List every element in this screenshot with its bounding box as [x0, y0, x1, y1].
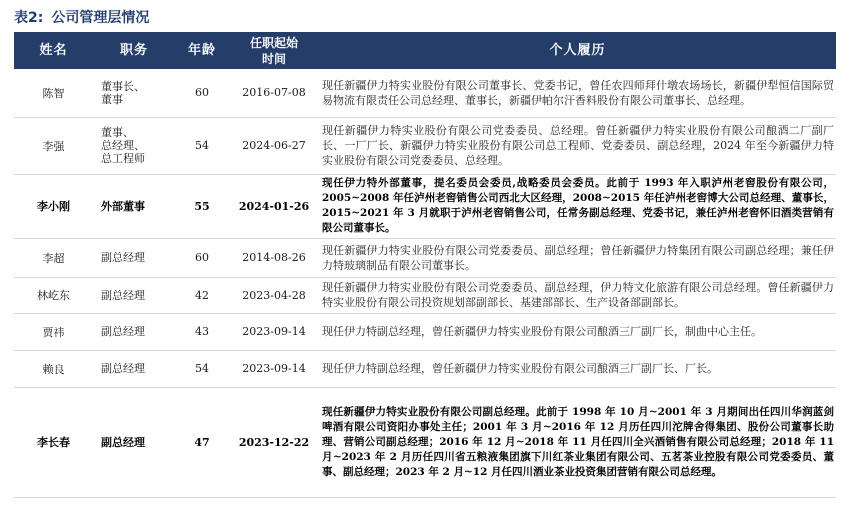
- person-bio: 现任新疆伊力特实业股份有限公司党委委员、总经理。曾任新疆伊力特实业股份有限公司酿酒二厂副厂长、一厂厂长、新疆伊力特实业股份有限公司总工程师、党委委员、副总经理，2024 年至今新疆伊力特实业股份有限公司党委委员、总经理。: [319, 117, 836, 174]
- table-row: [14, 387, 836, 497]
- table-title: 公司管理层情况: [51, 10, 150, 26]
- header-row: [14, 32, 836, 69]
- person-position: 副总经理: [93, 277, 175, 313]
- person-start-date: 2023-09-14: [229, 350, 319, 387]
- person-position: 外部董事: [93, 174, 175, 238]
- person-age: 54: [175, 350, 229, 387]
- person-name: 贾祎: [14, 313, 93, 350]
- person-age: 55: [175, 174, 229, 238]
- header-start-date-text: 任职起始 时间: [249, 35, 298, 66]
- person-name: 林屹东: [14, 277, 93, 313]
- person-name: 李长春: [14, 387, 93, 497]
- person-start-date: 2023-12-22: [229, 387, 319, 497]
- person-start-date: 2024-06-27: [229, 117, 319, 174]
- table-row: [14, 238, 836, 277]
- person-position: 副总经理: [93, 350, 175, 387]
- header-name: 姓名: [14, 32, 93, 69]
- person-bio: 现任新疆伊力特实业股份有限公司董事长、党委书记，曾任农四师拜什墩农场场长，新疆伊犁恒信国际贸易物流有限责任公司总经理、董事长，新疆伊帕尔汗香料股份有限公司董事长、总经理。: [319, 69, 836, 117]
- person-position: 副总经理: [93, 387, 175, 497]
- person-start-date: 2023-04-28: [229, 277, 319, 313]
- table-row: [14, 69, 836, 117]
- table-number: 表2:: [14, 10, 44, 26]
- management-table: [14, 32, 836, 498]
- person-start-date: 2016-07-08: [229, 69, 319, 117]
- person-age: 54: [175, 117, 229, 174]
- person-name: 赖良: [14, 350, 93, 387]
- person-age: 43: [175, 313, 229, 350]
- table-row: [14, 350, 836, 387]
- person-start-date: 2014-08-26: [229, 238, 319, 277]
- person-age: 60: [175, 69, 229, 117]
- person-name: 李强: [14, 117, 93, 174]
- header-age: 年龄: [175, 32, 229, 69]
- table-row: [14, 277, 836, 313]
- table-row: [14, 117, 836, 174]
- header-start-date: [229, 32, 319, 69]
- table-caption: [14, 6, 149, 30]
- header-position: 职务: [93, 32, 175, 69]
- person-position: 副总经理: [93, 238, 175, 277]
- person-name: 李超: [14, 238, 93, 277]
- table-row: [14, 313, 836, 350]
- person-position: 副总经理: [93, 313, 175, 350]
- person-start-date: 2024-01-26: [229, 174, 319, 238]
- person-bio: 现任伊力特外部董事，提名委员会委员,战略委员会委员。此前于 1993 年入职泸州老窖股份有限公司，2005~2008 年任泸州老窖销售公司西北大区经理，2008~2015 年任泸州老窖博大公司总经理、董事长，2015~2021 年 3 月就职于泸州老窖销售公司，任常务副总经理、党委书记，兼任泸州老窖怀旧酒类营销有限公司董事长。: [319, 174, 836, 238]
- person-bio: 现任新疆伊力特实业股份有限公司党委委员、副总经理，伊力特文化旅游有限公司总经理。曾任新疆伊力特实业股份有限公司投资规划部副部长、基建部部长、生产设备部副部长。: [319, 277, 836, 313]
- person-position: 董事、 总经理、 总工程师: [93, 117, 175, 174]
- person-position: 董事长、 董事: [93, 69, 175, 117]
- person-age: 60: [175, 238, 229, 277]
- person-age: 42: [175, 277, 229, 313]
- person-name: 李小刚: [14, 174, 93, 238]
- person-bio: 现任伊力特副总经理，曾任新疆伊力特实业股份有限公司酿酒三厂副厂长，制曲中心主任。: [319, 313, 836, 350]
- person-bio: 现任新疆伊力特实业股份有限公司党委委员、副总经理；曾任新疆伊力特集团有限公司副总经理；兼任伊力特玻璃制品有限公司董事长。: [319, 238, 836, 277]
- person-name: 陈智: [14, 69, 93, 117]
- person-bio: 现任新疆伊力特实业股份有限公司副总经理。此前于 1998 年 10 月~2001 年 3 月期间出任四川华润蓝剑啤酒有限公司资阳办事处主任；2001 年 3 月~2016 年 12 月历任四川沱牌舍得集团、股份公司董事长助理、营销公司副总经理；2016 年 12 月~2018 年 11 月任四川全兴酒销售有限公司总经理；2018 年 11 月~2023 年 2 月历任四川省五粮液集团旗下川红茶业集团有限公司、五茗茶业控股有限公司党委委员、董事、副总经理；2023 年 2 月~12 月任四川酒业茶业投资集团营销有限公司总经理。: [319, 387, 836, 497]
- person-age: 47: [175, 387, 229, 497]
- person-start-date: 2023-09-14: [229, 313, 319, 350]
- header-bio: 个人履历: [319, 32, 836, 69]
- table-row: [14, 174, 836, 238]
- person-bio: 现任伊力特副总经理，曾任新疆伊力特实业股份有限公司酿酒三厂副厂长、厂长。: [319, 350, 836, 387]
